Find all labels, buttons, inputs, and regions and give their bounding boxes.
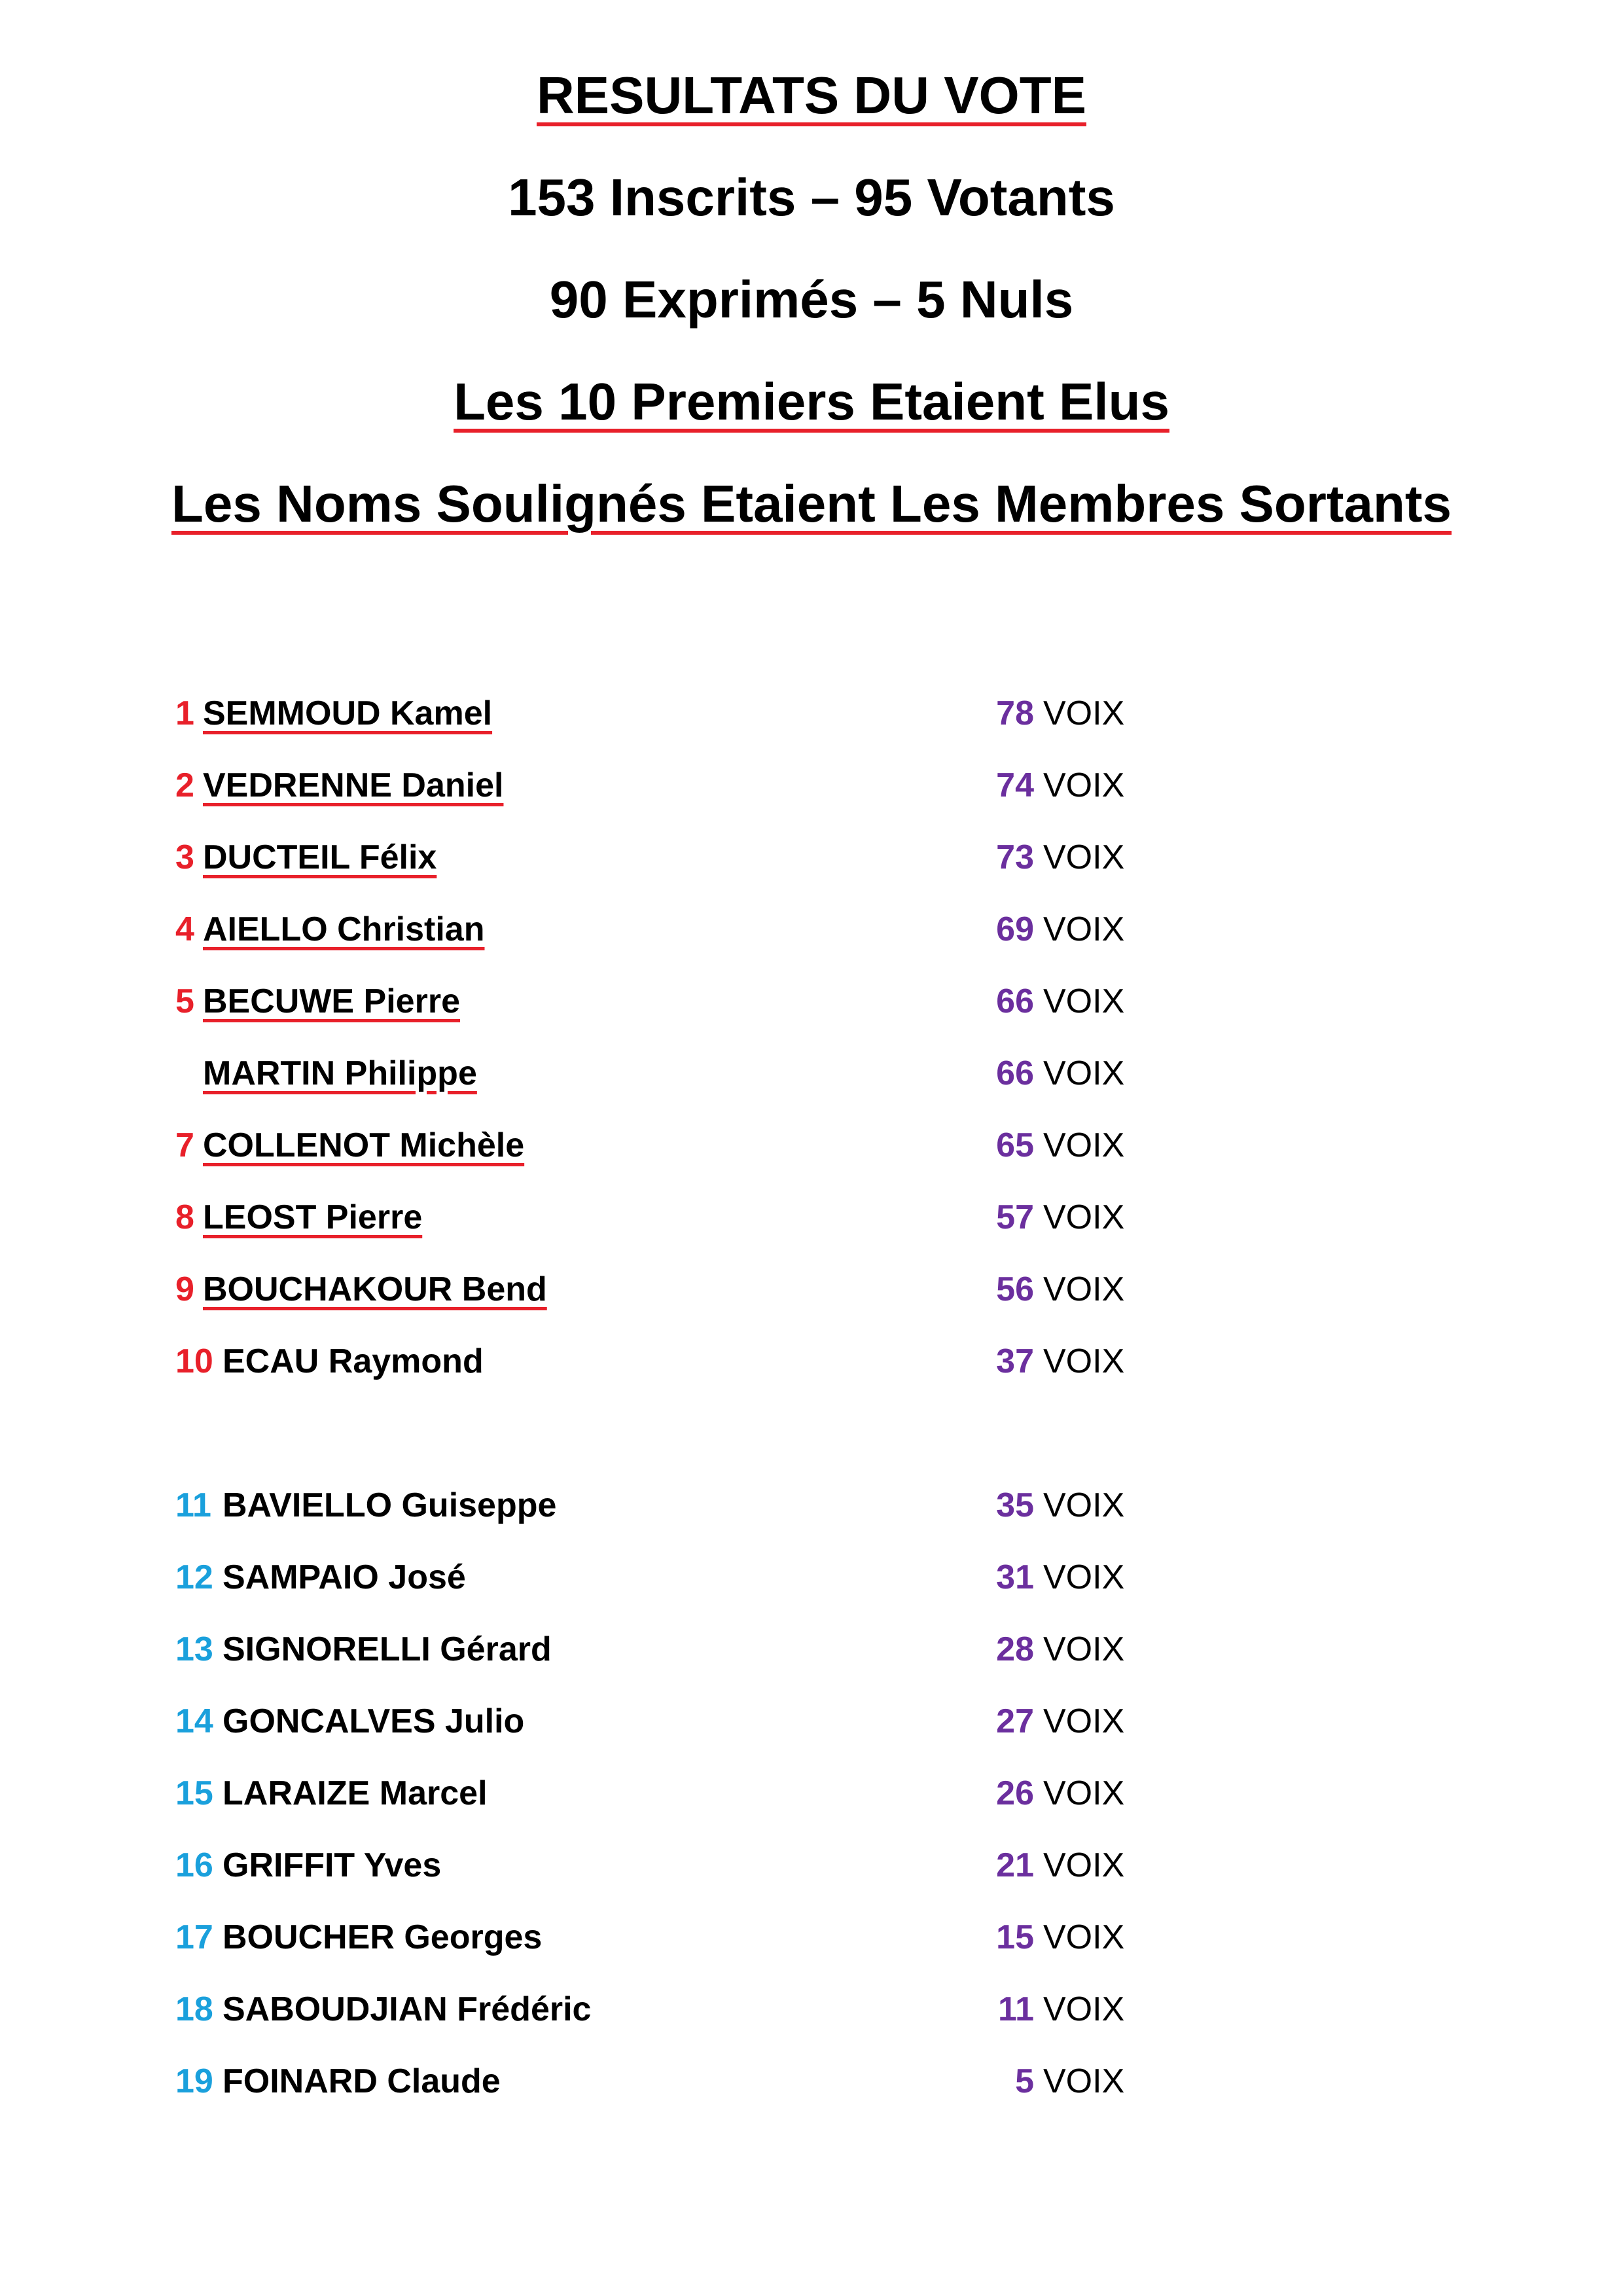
candidate-name: MARTIN Philippe <box>203 1054 477 1092</box>
votes-unit-label: VOIX <box>1043 1270 1125 1308</box>
candidate-votes: 27 <box>996 1702 1034 1740</box>
candidate-name: ECAU Raymond <box>223 1342 484 1380</box>
registered-voters-text: 153 Inscrits – 95 Votants <box>508 168 1115 226</box>
candidate-name: FOINARD Claude <box>223 2062 501 2100</box>
candidate-rank: 13 <box>175 1630 213 1668</box>
candidate-rank: 12 <box>175 1558 213 1596</box>
candidate-row <box>0 903 1623 956</box>
candidate-row <box>0 1335 1623 1388</box>
candidate-row <box>0 975 1623 1028</box>
candidate-row <box>0 2055 1623 2108</box>
candidate-row <box>0 1623 1623 1676</box>
votes-unit-label: VOIX <box>1043 1774 1125 1812</box>
votes-unit-label: VOIX <box>1043 1846 1125 1884</box>
candidate-votes: 37 <box>996 1342 1034 1380</box>
candidate-rank: 2 <box>175 766 194 804</box>
candidate-row <box>0 687 1623 740</box>
votes-unit-label: VOIX <box>1043 1702 1125 1740</box>
elected-note-heading <box>0 369 1623 435</box>
votes-unit-label: VOIX <box>1043 1342 1125 1380</box>
candidate-votes: 69 <box>996 910 1034 948</box>
candidate-name: BECUWE Pierre <box>203 982 460 1020</box>
candidate-votes: 78 <box>996 694 1034 732</box>
candidate-name: SABOUDJIAN Frédéric <box>223 1990 592 2028</box>
candidate-row <box>0 1263 1623 1316</box>
candidate-votes: 21 <box>996 1846 1034 1884</box>
candidate-rank: 17 <box>175 1918 213 1956</box>
candidate-rank: 1 <box>175 694 194 732</box>
votes-unit-label: VOIX <box>1043 1918 1125 1956</box>
candidate-votes: 11 <box>998 1990 1034 2028</box>
candidate-rank: 18 <box>175 1990 213 2028</box>
candidate-name: COLLENOT Michèle <box>203 1126 525 1164</box>
candidate-votes: 66 <box>996 1054 1034 1092</box>
candidate-name: SAMPAIO José <box>223 1558 466 1596</box>
votes-unit-label: VOIX <box>1043 982 1125 1020</box>
candidate-name: GONCALVES Julio <box>223 1702 525 1740</box>
candidate-rank: 8 <box>175 1198 194 1236</box>
votes-unit-label: VOIX <box>1043 1054 1125 1092</box>
candidate-rank: 10 <box>175 1342 213 1380</box>
candidate-votes: 56 <box>996 1270 1034 1308</box>
votes-unit-label: VOIX <box>1043 1126 1125 1164</box>
candidate-row <box>0 1839 1623 1892</box>
candidate-rank: 5 <box>175 982 194 1020</box>
candidate-votes: 73 <box>996 838 1034 876</box>
candidate-name: GRIFFIT Yves <box>223 1846 442 1884</box>
candidate-row <box>0 1911 1623 1964</box>
candidate-votes: 66 <box>996 982 1034 1020</box>
candidate-votes: 35 <box>996 1486 1034 1524</box>
candidate-name: SEMMOUD Kamel <box>203 694 493 732</box>
candidate-row <box>0 1767 1623 1820</box>
votes-unit-label: VOIX <box>1043 2062 1125 2100</box>
candidate-rank: 4 <box>175 910 194 948</box>
candidate-name: SIGNORELLI Gérard <box>223 1630 552 1668</box>
candidate-name: AIELLO Christian <box>203 910 485 948</box>
candidate-name: DUCTEIL Félix <box>203 838 437 876</box>
candidate-rank: 3 <box>175 838 194 876</box>
candidate-row <box>0 831 1623 884</box>
candidate-votes: 57 <box>996 1198 1034 1236</box>
candidate-row <box>0 1191 1623 1244</box>
elected-note-text: Les 10 Premiers Etaient Elus <box>454 372 1169 431</box>
candidate-name: BOUCHER Georges <box>223 1918 543 1956</box>
candidate-row <box>0 759 1623 812</box>
votes-unit-label: VOIX <box>1043 1990 1125 2028</box>
candidate-votes: 28 <box>996 1630 1034 1668</box>
candidate-row <box>0 1983 1623 2036</box>
candidate-rank: 19 <box>175 2062 213 2100</box>
outgoing-note-text: Les Noms Soulignés Etaient Les Membres Sortants <box>171 475 1452 533</box>
votes-unit-label: VOIX <box>1043 1558 1125 1596</box>
candidate-name: LEOST Pierre <box>203 1198 423 1236</box>
candidate-rank: 7 <box>175 1126 194 1164</box>
votes-unit-label: VOIX <box>1043 1198 1125 1236</box>
candidate-name: LARAIZE Marcel <box>223 1774 488 1812</box>
candidate-row <box>0 1119 1623 1172</box>
votes-unit-label: VOIX <box>1043 1630 1125 1668</box>
expressed-votes-text: 90 Exprimés – 5 Nuls <box>549 270 1074 329</box>
candidate-name: BAVIELLO Guiseppe <box>223 1486 557 1524</box>
candidate-votes: 31 <box>996 1558 1034 1596</box>
candidate-name: VEDRENNE Daniel <box>203 766 504 804</box>
title-heading <box>0 63 1623 128</box>
outgoing-note-heading <box>0 471 1623 537</box>
votes-unit-label: VOIX <box>1043 1486 1125 1524</box>
candidate-votes: 26 <box>996 1774 1034 1812</box>
candidate-name: BOUCHAKOUR Bend <box>203 1270 547 1308</box>
candidate-votes: 5 <box>1015 2062 1034 2100</box>
candidate-votes: 74 <box>996 766 1034 804</box>
registered-voters-line <box>0 165 1623 230</box>
votes-unit-label: VOIX <box>1043 838 1125 876</box>
candidate-rank: 9 <box>175 1270 194 1308</box>
candidate-row <box>0 1047 1623 1100</box>
candidate-votes: 65 <box>996 1126 1034 1164</box>
candidate-votes: 15 <box>996 1918 1034 1956</box>
title-text: RESULTATS DU VOTE <box>537 66 1086 124</box>
candidate-rank: 16 <box>175 1846 213 1884</box>
votes-unit-label: VOIX <box>1043 910 1125 948</box>
candidate-row <box>0 1479 1623 1532</box>
votes-unit-label: VOIX <box>1043 694 1125 732</box>
votes-unit-label: VOIX <box>1043 766 1125 804</box>
candidate-rank: 14 <box>175 1702 213 1740</box>
candidate-rank: 11 <box>175 1486 211 1524</box>
candidate-rank: 15 <box>175 1774 213 1812</box>
candidate-row <box>0 1695 1623 1748</box>
expressed-votes-line <box>0 267 1623 332</box>
candidate-row <box>0 1551 1623 1604</box>
